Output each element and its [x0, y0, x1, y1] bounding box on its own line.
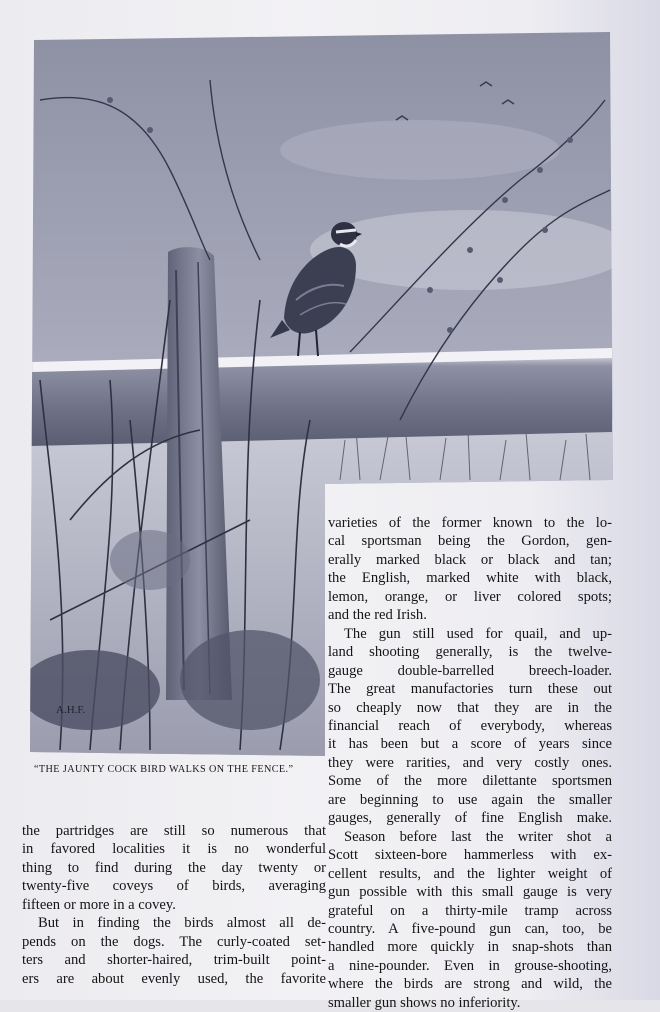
- text-line: twenty-five coveys of birds, averaging: [22, 878, 326, 895]
- text-line: financial reach of everybody, whereas: [328, 717, 612, 734]
- text-line: gun possible with this small gauge is very: [328, 884, 612, 901]
- text-line: the partridges are still so numerous that: [22, 823, 326, 839]
- text-line: country. A five-pound gun can, too, be: [328, 920, 612, 937]
- text-line: The gun still used for quail, and up-: [344, 625, 612, 642]
- right-text-column: [328, 514, 612, 1012]
- text-line: Season before last the writer shot a: [344, 828, 612, 845]
- text-line: fifteen or more in a covey.: [22, 896, 176, 913]
- text-line: grateful on a thirty-mile tramp across: [328, 902, 612, 919]
- text-line: thing to find during the day twenty or: [22, 859, 326, 876]
- text-line: cellent results, and the lighter weight of: [328, 865, 612, 882]
- text-line: they were rarities, and very costly ones.: [328, 754, 612, 771]
- text-line: gauge double-barrelled breech-loader.: [328, 662, 612, 679]
- text-line: and the red Irish.: [328, 607, 427, 624]
- text-line: where the birds are strong and wild, the: [328, 976, 612, 993]
- text-line: are beginning to use again the smaller: [328, 791, 612, 808]
- left-text-column: [22, 822, 326, 988]
- text-line: gauges, generally of fine English make.: [328, 810, 612, 827]
- text-line: a nine-pounder. Even in grouse-shooting,: [328, 957, 612, 974]
- text-line: land shooting generally, is the twelve-: [328, 644, 612, 661]
- text-line: in favored localities it is no wonderful: [22, 841, 326, 858]
- text-line: Some of the more dilettante sportsmen: [328, 773, 612, 790]
- text-line: But in finding the birds almost all de-: [38, 915, 326, 932]
- text-line: smaller gun shows no inferiority.: [328, 994, 521, 1011]
- illustration-caption: “THE JAUNTY COCK BIRD WALKS ON THE FENCE.”: [34, 764, 294, 775]
- text-line: ers are about evenly used, the favorite: [22, 970, 326, 987]
- text-line: handled more quickly in snap-shots than: [328, 939, 612, 956]
- artist-signature: A.H.F.: [56, 704, 86, 716]
- text-line: erally marked black or black and tan;: [328, 551, 612, 568]
- text-line: pends on the dogs. The curly-coated set-: [22, 933, 326, 950]
- text-line: cal sportsman being the Gordon, gen-: [328, 533, 612, 550]
- text-line: so cheaply now that they are in the: [328, 699, 612, 716]
- text-line: Scott sixteen-bore hammerless with ex-: [328, 847, 612, 864]
- text-line: lemon, orange, or liver colored spots;: [328, 588, 612, 605]
- text-line: it has been but a score of years since: [328, 736, 612, 753]
- text-line: ters and shorter-haired, trim-built point-: [22, 952, 326, 969]
- text-line: varieties of the former known to the lo-: [328, 515, 612, 531]
- text-line: The great manufactories turn these out: [328, 681, 612, 698]
- text-line: the English, marked white with black,: [328, 570, 612, 587]
